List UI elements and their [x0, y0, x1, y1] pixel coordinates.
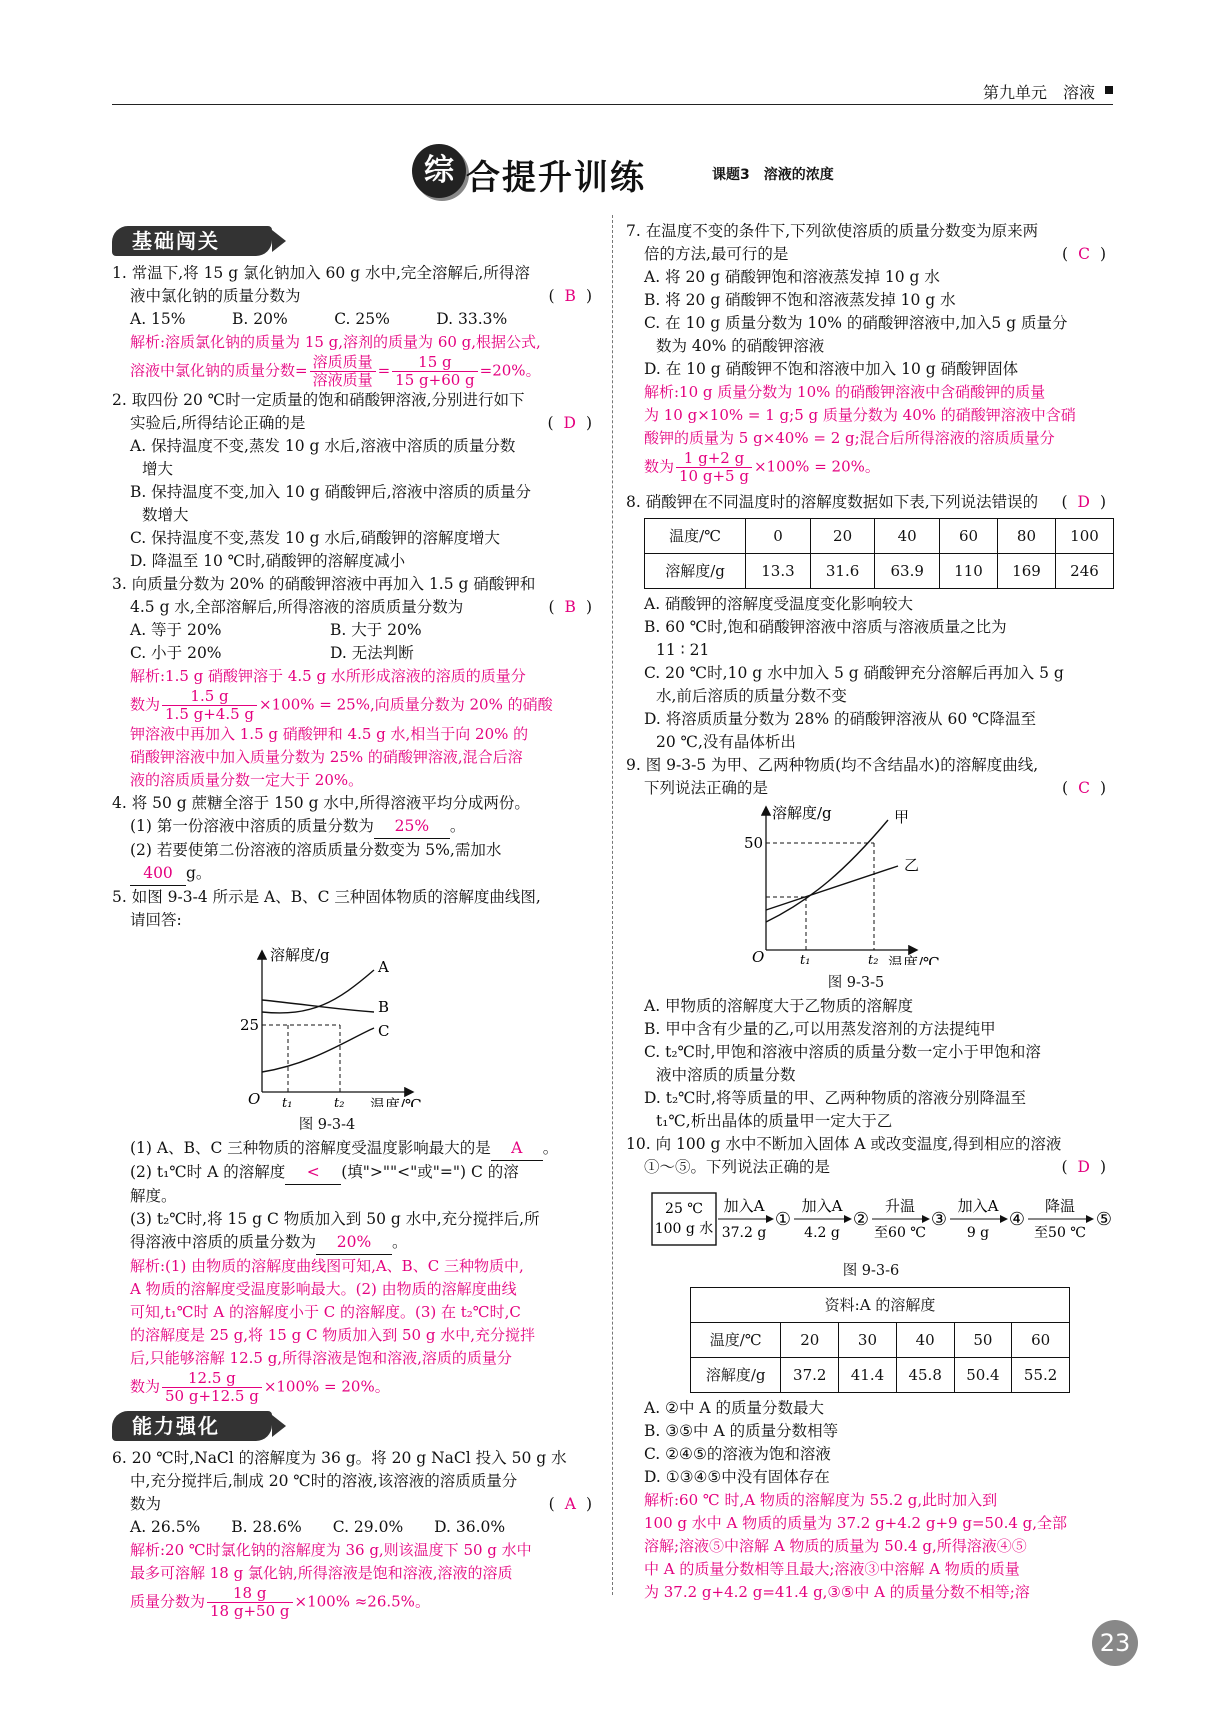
- q2-option-d: D. 降温至 10 ℃时,硝酸钾的溶解度减小: [130, 552, 406, 570]
- q1-explanation-2: 溶液中氯化钠的质量分数= $\frac{\text{溶质质量}}{\text{溶液质量}}$ = $\frac{15 g}{15 g+60 g}$ =20%。: [130, 353, 541, 389]
- svg-text:4.2 g: 4.2 g: [804, 1225, 840, 1241]
- flow-step-2: [794, 1197, 869, 1241]
- q10-answer: (D): [1061, 1158, 1116, 1176]
- table-cell: 60: [1012, 1323, 1070, 1358]
- right-column: [626, 220, 1116, 1604]
- question-5: [112, 886, 602, 1405]
- q10-explanation-3: 溶解;溶液⑤中溶解 A 物质的质量为 50.4 g,所得溶液④⑤: [644, 1537, 1027, 1555]
- q5-part-1: (1) A、B、C 三种物质的溶解度受温度影响最大的是 A 。: [112, 1137, 602, 1161]
- q2-answer: (D): [547, 414, 602, 432]
- header-square-icon: [1105, 86, 1113, 94]
- q5-explanation-4: 的溶解度是 25 g,将 15 g C 物质加入到 50 g 水中,充分搅拌: [130, 1326, 535, 1344]
- q6-explanation: 解析:20 ℃时氯化钠的溶解度为 36 g,则该温度下 50 g 水中: [130, 1541, 532, 1559]
- table-cell: 31.6: [810, 554, 875, 589]
- question-9: [626, 754, 1116, 1133]
- figure-9-3-4: [112, 932, 602, 1107]
- q7-option-c-2: 数为 40% 的硝酸钾溶液: [656, 337, 825, 355]
- flow-step-5: [1028, 1197, 1112, 1241]
- q1-stem: 1. 常温下,将 15 g 氯化钠加入 60 g 水中,完全溶解后,所得溶: [112, 264, 530, 282]
- flow-box-line2: 100 g 水: [654, 1221, 714, 1237]
- q10-option-c: C. ②④⑤的溶液为饱和溶液: [644, 1445, 831, 1463]
- title-rest: 合提升训练: [466, 158, 646, 198]
- q5-explanation-5: 后,只能够溶解 12.5 g,所得溶液是饱和溶液,溶质的质量分: [130, 1349, 512, 1367]
- column-divider: [612, 215, 613, 1595]
- table-cell: 60: [940, 519, 998, 554]
- q2-stem-2: 实验后,所得结论正确的是: [130, 414, 306, 432]
- q5-part-2b: 解度。: [130, 1187, 177, 1205]
- fig5-label-a: A: [378, 958, 389, 976]
- q7-stem-2: 倍的方法,最可行的是: [644, 245, 789, 263]
- q4-part-2b: 400 g。: [112, 862, 602, 886]
- table-cell: 40: [875, 519, 940, 554]
- q7-explanation-4: 数为 $\frac{1 g+2 g}{10 g+5 g}$ ×100% = 20%。: [644, 449, 880, 485]
- q7-explanation-3: 酸钾的质量为 5 g×40% = 2 g;混合后所得溶液的溶质质量分: [644, 429, 1055, 447]
- flow-box-line1: 25 ℃: [665, 1201, 703, 1217]
- q8-table: [644, 518, 1114, 589]
- q8-option-c: C. 20 ℃时,10 g 水中加入 5 g 硝酸钾充分溶解后再加入 5 g: [644, 664, 1064, 682]
- fig9-label-jia: 甲: [894, 808, 910, 826]
- q2-option-b: B. 保持温度不变,加入 10 g 硝酸钾后,溶液中溶质的质量分: [130, 483, 532, 501]
- q6-answer: (A): [548, 1495, 602, 1513]
- fig9-origin: O: [752, 948, 765, 965]
- q2-option-c: C. 保持温度不变,蒸发 10 g 水后,硝酸钾的溶解度增大: [130, 529, 500, 547]
- table-header-cell: 温度/℃: [691, 1323, 781, 1358]
- fig9-ylabel: 溶解度/g: [772, 804, 832, 822]
- fig9-curve-jia: [766, 820, 888, 922]
- title-first-char: 综: [412, 144, 466, 198]
- question-2: [112, 389, 602, 573]
- q1-stem-2: 液中氯化钠的质量分数为: [130, 287, 301, 305]
- table-cell: 41.4: [839, 1358, 897, 1393]
- q7-option-a: A. 将 20 g 硝酸钾饱和溶液蒸发掉 10 g 水: [644, 268, 940, 286]
- q10-table-row-sol: [691, 1358, 1070, 1393]
- table-cell: 13.3: [746, 554, 811, 589]
- table-cell: 246: [1055, 554, 1113, 589]
- q8-stem: 8. 硝酸钾在不同温度时的溶解度数据如下表,下列说法错误的: [626, 493, 1039, 511]
- q9-option-b: B. 甲中含有少量的乙,可以用蒸发溶剂的方法提纯甲: [644, 1020, 996, 1038]
- q3-explanation-4: 硝酸钾溶液中加入质量分数为 25% 的硝酸钾溶液,混合后溶: [130, 748, 523, 766]
- fig5-curve-b: [262, 1000, 374, 1012]
- fig10-caption: 图 9-3-6: [842, 1263, 900, 1279]
- q3-explanation-5: 液的溶质质量分数一定大于 20%。: [130, 771, 364, 789]
- fig5-label-b: B: [378, 998, 390, 1016]
- q10-option-d: D. ①③④⑤中没有固体存在: [644, 1468, 830, 1486]
- fig5-xlabel: 温度/℃: [370, 1096, 422, 1107]
- q8-table-row-temp: [645, 519, 1114, 554]
- q3-stem-2: 4.5 g 水,全部溶解后,所得溶液的溶质质量分数为: [130, 598, 464, 616]
- q6-stem-3: 数为: [130, 1495, 162, 1513]
- q9-option-a: A. 甲物质的溶解度大于乙物质的溶解度: [644, 997, 914, 1015]
- q8-table-row-sol: [645, 554, 1114, 589]
- q7-option-b: B. 将 20 g 硝酸钾不饱和溶液蒸发掉 10 g 水: [644, 291, 956, 309]
- q5-explanation-6: 数为 $\frac{12.5 g}{50 g+12.5 g}$ ×100% = 20%。: [130, 1369, 390, 1405]
- fig5-t1: t₁: [282, 1096, 293, 1107]
- q3-options-cd: C. 小于 20% D. 无法判断: [130, 644, 414, 662]
- fig9-y50: 50: [744, 834, 764, 852]
- flow-step-1: [718, 1197, 791, 1241]
- fig5-label-c: C: [378, 1022, 390, 1040]
- question-7: [626, 220, 1116, 485]
- q10-explanation-2: 100 g 水中 A 物质的质量为 37.2 g+4.2 g+9 g=50.4 g,全部: [644, 1514, 1068, 1532]
- q1-answer: (B): [548, 287, 602, 305]
- q5-stem-2: 请回答:: [130, 911, 182, 929]
- title-subtitle: 课题3 溶液的浓度: [712, 167, 834, 183]
- svg-text:9 g: 9 g: [966, 1225, 990, 1241]
- q5-explanation: 解析:(1) 由物质的溶解度曲线图可知,A、B、C 三种物质中,: [130, 1257, 524, 1275]
- q9-option-d: D. t₂℃时,将等质量的甲、乙两种物质的溶液分别降温至: [644, 1089, 1026, 1107]
- table-title: 资料:A 的溶解度: [691, 1288, 1070, 1323]
- q8-option-a: A. 硝酸钾的溶解度受温度变化影响较大: [644, 595, 914, 613]
- q4-part-1: (1) 第一份溶液中溶质的质量分数为 25% 。: [112, 815, 602, 839]
- section-advanced-label: 能力强化: [112, 1411, 272, 1441]
- fig9-t2: t₂: [868, 953, 879, 965]
- svg-text:至60 ℃: 至60 ℃: [874, 1225, 926, 1241]
- table-cell: 45.8: [896, 1358, 954, 1393]
- fig9-curve-yi: [766, 866, 898, 910]
- q9-option-d-2: t₁℃,析出晶体的质量甲一定大于乙: [656, 1112, 893, 1130]
- table-cell: 30: [839, 1323, 897, 1358]
- q5-explanation-2: A 物质的溶解度受温度影响最大。(2) 由物质的溶解度曲线: [130, 1280, 517, 1298]
- fig5-curve-c: [262, 1028, 374, 1072]
- q10-table: [690, 1287, 1070, 1393]
- table-cell: 37.2: [781, 1358, 839, 1393]
- q6-explanation-2: 最多可溶解 18 g 氯化钠,所得溶液是饱和溶液,溶液的溶质: [130, 1564, 513, 1582]
- q1-explanation: 解析:溶质氯化钠的质量为 15 g,溶剂的质量为 60 g,根据公式,: [130, 333, 541, 351]
- flow-step-4: [950, 1197, 1025, 1241]
- q9-option-c-2: 液中溶质的质量分数: [656, 1066, 796, 1084]
- q7-option-c: C. 在 10 g 质量分数为 10% 的硝酸钾溶液中,加入5 g 质量分: [644, 314, 1068, 332]
- table-cell: 40: [896, 1323, 954, 1358]
- q6-options: A. 26.5% B. 28.6% C. 29.0% D. 36.0%: [130, 1518, 506, 1536]
- left-column: [112, 220, 602, 1620]
- fig9-xlabel: 温度/℃: [888, 954, 940, 965]
- q8-option-b-2: 11 ∶ 21: [656, 641, 710, 659]
- q8-option-c-2: 水,前后溶质的质量分数不变: [656, 687, 847, 705]
- q5-stem: 5. 如图 9-3-4 所示是 A、B、C 三种固体物质的溶解度曲线图,: [112, 888, 541, 906]
- table-cell: 100: [1055, 519, 1113, 554]
- svg-text:至50 ℃: 至50 ℃: [1034, 1225, 1086, 1241]
- fig9-caption: 图 9-3-5: [827, 975, 885, 991]
- question-4: [112, 792, 602, 886]
- q8-option-d: D. 将溶质质量分数为 28% 的硝酸钾溶液从 60 ℃降温至: [644, 710, 1036, 728]
- q10-explanation-4: 中 A 的质量分数相等且最大;溶液③中溶解 A 物质的质量: [644, 1560, 1020, 1578]
- svg-text:加入A: 加入A: [801, 1197, 843, 1215]
- question-6: [112, 1447, 602, 1620]
- table-header-cell: 温度/℃: [645, 519, 746, 554]
- svg-text:③: ③: [930, 1209, 948, 1230]
- q7-answer: (C): [1062, 245, 1116, 263]
- fig5-origin: O: [248, 1090, 261, 1107]
- q4-stem: 4. 将 50 g 蔗糖全溶于 150 g 水中,所得溶液平均分成两份。: [112, 794, 530, 812]
- q5-part-3b: 得溶液中溶质的质量分数为 20% 。: [112, 1231, 602, 1255]
- q4-part-2: (2) 若要使第二份溶液的溶质质量分数变为 5%,需加水: [130, 841, 502, 859]
- section-basic: [112, 226, 602, 258]
- fig9-label-yi: 乙: [904, 856, 920, 874]
- q2-option-a: A. 保持温度不变,蒸发 10 g 水后,溶液中溶质的质量分数: [130, 437, 516, 455]
- q10-option-a: A. ②中 A 的质量分数最大: [644, 1399, 824, 1417]
- q10-explanation-5: 为 37.2 g+4.2 g=41.4 g,③⑤中 A 的质量分数不相等;溶: [644, 1583, 1030, 1601]
- q7-stem: 7. 在温度不变的条件下,下列欲使溶质的质量分数变为原来两: [626, 222, 1039, 240]
- svg-text:①: ①: [774, 1209, 792, 1230]
- svg-text:⑤: ⑤: [1095, 1209, 1113, 1230]
- q9-stem-2: 下列说法正确的是: [644, 779, 769, 797]
- q5-explanation-3: 可知,t₁℃时 A 的溶解度小于 C 的溶解度。(3) 在 t₂℃时,C: [130, 1303, 521, 1321]
- q8-option-b: B. 60 ℃时,饱和硝酸钾溶液中溶质与溶液质量之比为: [644, 618, 1007, 636]
- fig5-caption: 图 9-3-4: [298, 1117, 356, 1133]
- q5-part-3: (3) t₂℃时,将 15 g C 物质加入到 50 g 水中,充分搅拌后,所: [130, 1210, 540, 1228]
- question-8: [626, 491, 1116, 754]
- q3-stem: 3. 向质量分数为 20% 的硝酸钾溶液中再加入 1.5 g 硝酸钾和: [112, 575, 536, 593]
- svg-text:升温: 升温: [884, 1197, 916, 1215]
- q8-option-d-2: 20 ℃,没有晶体析出: [656, 733, 796, 751]
- table-cell: 169: [997, 554, 1055, 589]
- q10-stem-2: ①～⑤。下列说法正确的是: [644, 1158, 831, 1176]
- q9-option-c: C. t₂℃时,甲饱和溶液中溶质的质量分数一定小于甲饱和溶: [644, 1043, 1041, 1061]
- q10-table-title-row: [691, 1288, 1070, 1323]
- svg-text:加入A: 加入A: [957, 1197, 999, 1215]
- q3-explanation-2: 数为 $\frac{1.5 g}{1.5 g+4.5 g}$ ×100% = 25%,向质量分数为 20% 的硝酸: [130, 687, 553, 723]
- q3-answer: (B): [548, 598, 602, 616]
- table-cell: 110: [940, 554, 998, 589]
- q2-stem: 2. 取四份 20 ℃时一定质量的饱和硝酸钾溶液,分别进行如下: [112, 391, 525, 409]
- flow-step-3: [872, 1197, 947, 1241]
- page-header: [112, 78, 1113, 105]
- svg-text:37.2 g: 37.2 g: [721, 1225, 767, 1241]
- fig5-t2: t₂: [334, 1096, 345, 1107]
- fig5-y25: 25: [240, 1016, 260, 1034]
- q10-explanation: 解析:60 ℃ 时,A 物质的溶解度为 55.2 g,此时加入到: [644, 1491, 998, 1509]
- fig9-t1: t₁: [800, 953, 811, 965]
- q1-options: A. 15% B. 20% C. 25% D. 33.3%: [130, 310, 508, 328]
- table-cell: 55.2: [1012, 1358, 1070, 1393]
- q3-explanation-3: 钾溶液中再加入 1.5 g 硝酸钾和 4.5 g 水,相当于向 20% 的: [130, 725, 529, 743]
- table-cell: 50.4: [954, 1358, 1012, 1393]
- section-advanced: [112, 1411, 602, 1443]
- q10-table-row-temp: [691, 1323, 1070, 1358]
- table-cell: 20: [810, 519, 875, 554]
- figure-9-3-6: [626, 1183, 1116, 1253]
- page-number: 23: [1092, 1620, 1138, 1666]
- q7-explanation-2: 为 10 g×10% = 1 g;5 g 质量分数为 40% 的硝酸钾溶液中含硝: [644, 406, 1076, 424]
- table-cell: 63.9: [875, 554, 940, 589]
- q3-options-ab: A. 等于 20% B. 大于 20%: [130, 621, 422, 639]
- fig5-ylabel: 溶解度/g: [270, 946, 330, 964]
- q6-explanation-3: 质量分数为 $\frac{18 g}{18 g+50 g}$ ×100% ≈26.5%。: [130, 1584, 430, 1620]
- q8-answer: (D): [1061, 493, 1116, 511]
- table-cell: 20: [781, 1323, 839, 1358]
- q9-stem: 9. 图 9-3-5 为甲、乙两种物质(均不含结晶水)的溶解度曲线,: [626, 756, 1039, 774]
- q7-explanation: 解析:10 g 质量分数为 10% 的硝酸钾溶液中含硝酸钾的质量: [644, 383, 1046, 401]
- q9-answer: (C): [1062, 779, 1116, 797]
- q2-option-b-2: 数增大: [142, 506, 189, 524]
- section-basic-label: 基础闯关: [112, 226, 272, 256]
- svg-text:④: ④: [1008, 1209, 1026, 1230]
- q6-stem: 6. 20 ℃时,NaCl 的溶解度为 36 g。将 20 g NaCl 投入 50 g 水: [112, 1449, 567, 1467]
- q6-stem-2: 中,充分搅拌后,制成 20 ℃时的溶液,该溶液的溶质质量分: [130, 1472, 518, 1490]
- q7-option-d: D. 在 10 g 硝酸钾不饱和溶液中加入 10 g 硝酸钾固体: [644, 360, 1019, 378]
- q10-option-b: B. ③⑤中 A 的质量分数相等: [644, 1422, 839, 1440]
- question-10: [626, 1133, 1116, 1604]
- q3-explanation: 解析:1.5 g 硝酸钾溶于 4.5 g 水所形成溶液的溶质的质量分: [130, 667, 526, 685]
- svg-text:②: ②: [852, 1209, 870, 1230]
- svg-text:加入A: 加入A: [723, 1197, 765, 1215]
- table-cell: 0: [746, 519, 811, 554]
- table-cell: 80: [997, 519, 1055, 554]
- question-3: [112, 573, 602, 792]
- q2-option-a-2: 增大: [142, 460, 174, 478]
- table-header-cell: 溶解度/g: [691, 1358, 781, 1393]
- q10-stem: 10. 向 100 g 水中不断加入固体 A 或改变温度,得到相应的溶液: [626, 1135, 1062, 1153]
- svg-text:降温: 降温: [1044, 1197, 1076, 1215]
- q5-part-2: (2) t₁℃时 A 的溶解度 < (填">""<"或"=") C 的溶: [112, 1161, 602, 1185]
- unit-title: 第九单元 溶液: [982, 83, 1095, 102]
- question-1: [112, 262, 602, 389]
- figure-9-3-5: [626, 800, 1116, 965]
- table-header-cell: 溶解度/g: [645, 554, 746, 589]
- table-cell: 50: [954, 1323, 1012, 1358]
